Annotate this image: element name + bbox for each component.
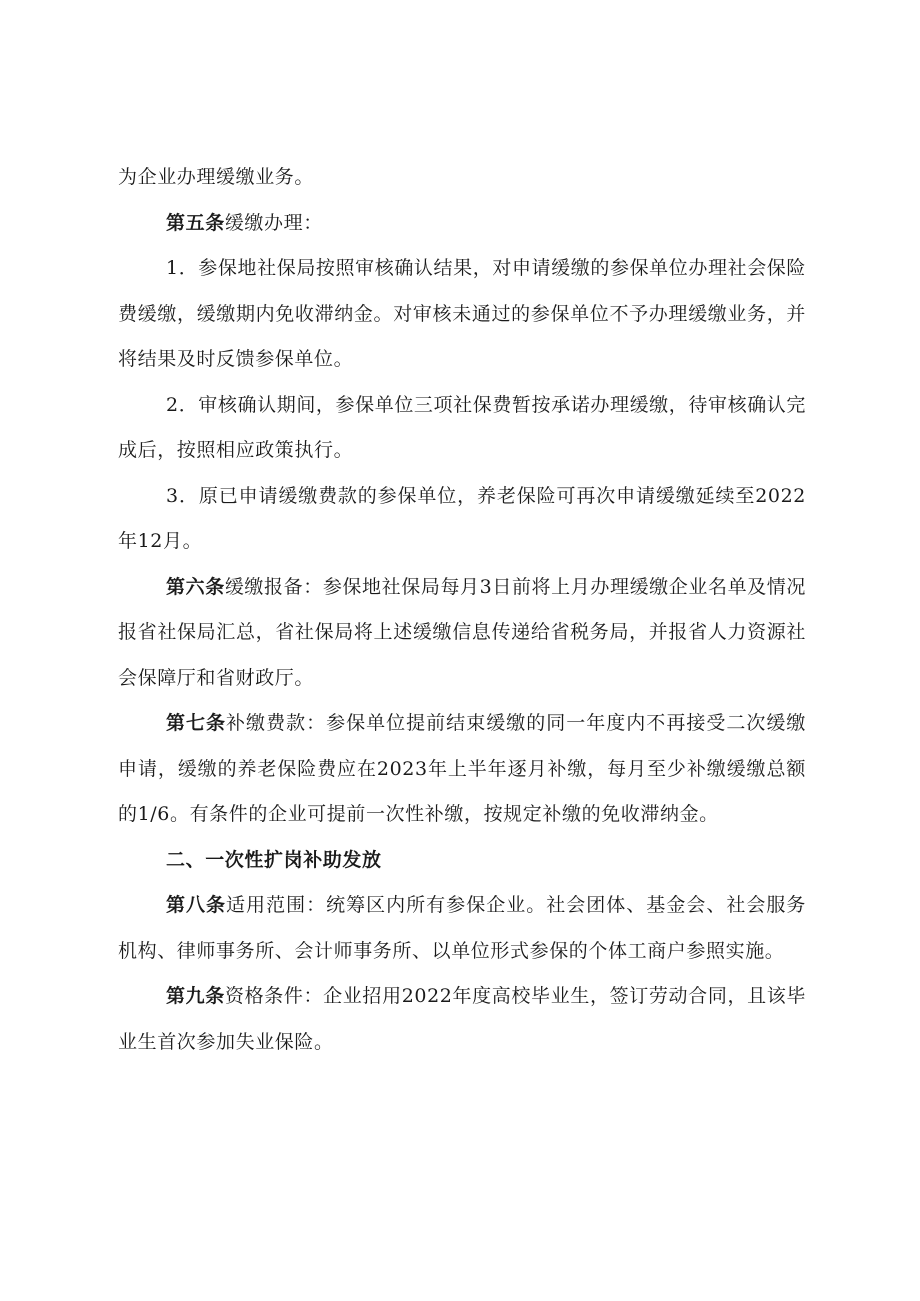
article-7-title: 第七条 <box>166 712 227 734</box>
article-5-item-2: 2．审核确认期间，参保单位三项社保费暂按承诺办理缓缴，待审核确认完成后，按照相应政策执行。 <box>118 393 806 461</box>
article-8 <box>118 883 806 974</box>
document-page <box>118 155 806 1065</box>
paragraph-continuation: 为企业办理缓缴业务。 <box>118 166 315 188</box>
article-9-title: 第九条 <box>166 985 225 1007</box>
article-6-title: 第六条 <box>166 575 225 598</box>
article-8-title: 第八条 <box>166 894 227 916</box>
article-7 <box>118 701 806 838</box>
article-5-title: 第五条 <box>166 211 225 234</box>
article-5-item-3: 3．原已申请缓缴费款的参保单位，养老保险可再次申请缓缴延续至2022年12月。 <box>118 484 806 552</box>
article-6 <box>118 565 806 702</box>
section-heading: 二、一次性扩岗补助发放 <box>166 848 382 871</box>
article-6-text: 缓缴报备：参保地社保局每月3日前将上月办理缓缴企业名单及情况报省社保局汇总，省社保局将上述缓缴信息传递给省税务局，并报省人力资源社会保障厅和省财政厅。 <box>118 575 806 689</box>
article-8-text: 适用范围：统筹区内所有参保企业。社会团体、基金会、社会服务机构、律师事务所、会计师事务所、以单位形式参保的个体工商户参照实施。 <box>118 894 806 962</box>
article-9-text: 资格条件：企业招用2022年度高校毕业生，签订劳动合同，且该毕业生首次参加失业保险。 <box>118 985 806 1053</box>
article-5-text: 缓缴办理： <box>224 211 323 234</box>
article-5-item-1: 1．参保地社保局按照审核确认结果，对申请缓缴的参保单位办理社会保险费缓缴，缓缴期内免收滞纳金。对审核未通过的参保单位不予办理缓缴业务，并将结果及时反馈参保单位。 <box>118 257 806 370</box>
article-9 <box>118 974 806 1065</box>
article-7-text: 补缴费款：参保单位提前结束缓缴的同一年度内不再接受二次缓缴申请，缓缴的养老保险费应在2023年上半年逐月补缴，每月至少补缴缓缴总额的1/6。有条件的企业可提前一次性补缴，按规定补缴的免收滞纳金。 <box>118 712 806 825</box>
article-5 <box>118 201 806 247</box>
